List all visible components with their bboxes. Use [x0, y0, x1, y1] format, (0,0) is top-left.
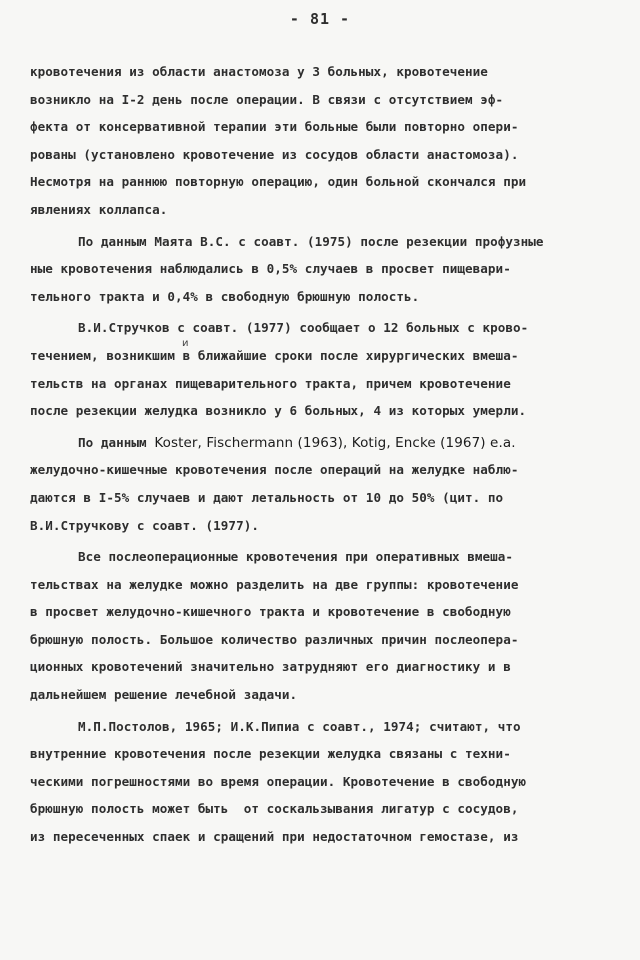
paragraph: [30, 228, 605, 311]
page-number: - 81 -: [289, 10, 351, 28]
text-line: течением, возникшим в ближайшие сроки после хирургических вмеша-: [30, 347, 519, 363]
text-line: желудочно-кишечные кровотечения после операций на желудке наблю-: [30, 462, 519, 478]
text-line: в просвет желудочно-кишечного тракта и кровотечение в свободную: [30, 604, 511, 620]
text-line: М.П.Постолов, 1965; И.К.Пипиа с соавт., 1974; считают, что: [78, 718, 521, 734]
text-line: даются в I-5% случаев и дают летальность от 10 до 50% (цит. по: [30, 489, 504, 505]
text-line: дальнейшем решение лечебной задачи.: [30, 687, 298, 703]
text-line: фекта от консервативной терапии эти больные были повторно опери-: [30, 119, 519, 135]
paragraph: [30, 543, 605, 709]
body-text: [30, 58, 605, 851]
text-line: В.И.Стручкову с соавт. (1977).: [30, 517, 259, 533]
text-line: ческими погрешностями во время операции. Кровотечение в свободную: [30, 773, 527, 789]
paragraph: [30, 713, 605, 851]
text-line: рованы (установлено кровотечение из сосудов области анастомоза).: [30, 146, 519, 162]
text-line: возникло на I-2 день после операции. В связи с отсутствием эф-: [30, 91, 504, 107]
text-line: внутренние кровотечения после резекции желудка связаны с техни-: [30, 746, 511, 762]
text-line: Все послеоперационные кровотечения при оперативных вмеша-: [78, 549, 514, 565]
handwritten-correction-mark: и: [182, 338, 189, 349]
text-line: тельствах на желудке можно разделить на две группы: кровотечение: [30, 576, 519, 592]
text-line: По данным Маята В.С. с соавт. (1975) после резекции профузные: [78, 233, 544, 249]
text-line: тельств на органах пищеварительного тракта, причем кровотечение: [30, 375, 511, 391]
text-line: явлениях коллапса.: [30, 201, 168, 217]
text-line: брюшную полость. Большое количество различных причин послеопера-: [30, 631, 519, 647]
paragraph: [30, 58, 605, 224]
text-line: после резекции желудка возникло у 6 больных, 4 из которых умерли.: [30, 403, 527, 419]
typed-text: По данным: [78, 434, 155, 450]
paragraph: [30, 429, 605, 539]
text-line: кровотечения из области анастомоза у 3 больных, кровотечение: [30, 64, 488, 79]
text-line: из пересеченных спаек и сращений при недостаточном гемостазе, из: [30, 829, 519, 845]
text-line: Несмотря на раннюю повторную операцию, один больной скончался при: [30, 174, 527, 190]
text-line: ционных кровотечений значительно затрудняют его диагностику и в: [30, 659, 511, 675]
text-line: ные кровотечения наблюдались в 0,5% случаев в просвет пищевари-: [30, 261, 511, 277]
paragraph: [30, 314, 605, 424]
text-line: тельного тракта и 0,4% в свободную брюшную полость.: [30, 288, 420, 304]
text-line: брюшную полость может быть от соскальзывания лигатур с сосудов,: [30, 801, 519, 817]
handwritten-insertion: Koster, Fischermann (1963), Kotig, Encke (1967) e.a.: [154, 434, 516, 451]
text-line: В.И.Стручков с соавт. (1977) сообщает о 12 больных с крово-: [78, 320, 529, 336]
text-line-mixed: [30, 429, 605, 457]
